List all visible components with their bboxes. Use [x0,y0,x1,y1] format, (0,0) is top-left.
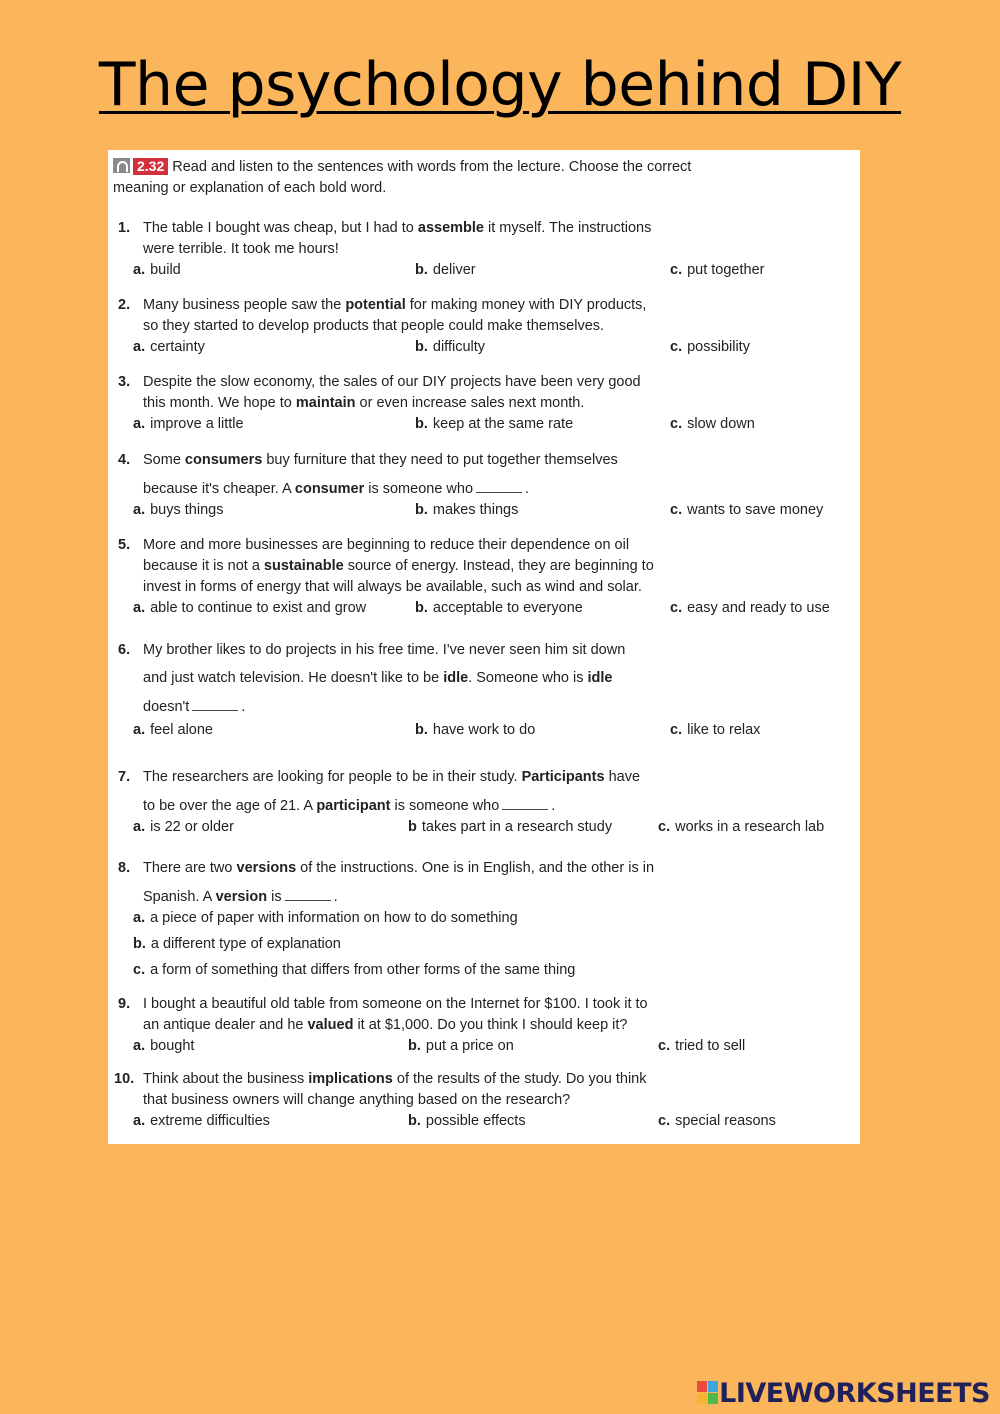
option-text: makes things [432,502,519,518]
option-letter: a. [133,1113,146,1129]
option-text: able to continue to exist and grow [150,600,367,616]
question-text-line: Many business people saw the potential for making money with DIY products, [143,297,647,313]
option-text: buys things [150,502,224,518]
option-text: feel alone [150,722,213,738]
question-text-line: because it is not a sustainable source of energy. Instead, they are beginning to [143,558,654,574]
option-text: like to relax [687,722,761,738]
question-text-line: this month. We hope to maintain or even increase sales next month. [143,395,585,411]
question-text-line: were terrible. It took me hours! [143,241,339,257]
answer-option[interactable] [133,936,341,952]
option-text: bought [150,1038,195,1054]
answer-option[interactable] [133,1113,270,1129]
question-number: 9. [118,996,131,1012]
answer-option[interactable] [133,600,366,616]
question-text-line: There are two versions of the instructions. One is in English, and the other is in [143,860,655,876]
question-text-line: Think about the business implications of the results of the study. Do you think [143,1071,647,1087]
question-text-line: to be over the age of 21. A participant is someone who . [143,798,556,814]
option-text: a piece of paper with information on how to do something [150,910,518,926]
option-letter: b. [133,936,146,952]
option-letter: b. [415,339,428,355]
option-text: a different type of explanation [150,936,341,952]
answer-option[interactable] [133,910,518,926]
option-text: easy and ready to use [687,600,830,616]
option-letter: b. [415,722,428,738]
answer-option[interactable] [133,416,244,432]
answer-blank[interactable] [476,480,522,493]
liveworksheets-logo-icon [697,1381,719,1405]
exercise-sheet [108,150,860,1144]
option-text: possible effects [425,1113,526,1129]
option-letter: c. [658,1038,671,1054]
answer-blank[interactable] [502,797,548,810]
option-text: is 22 or older [150,819,234,835]
answer-blank[interactable] [285,888,331,901]
option-text: special reasons [675,1113,776,1129]
answer-option[interactable] [415,416,573,432]
answer-option[interactable] [670,416,755,432]
option-text: tried to sell [675,1038,746,1054]
question-text-line: Spanish. A version is . [143,889,338,905]
answer-option[interactable] [415,262,476,278]
answer-option[interactable] [133,502,223,518]
option-text: works in a research lab [675,819,825,835]
question-number: 10. [114,1071,135,1087]
option-letter: c. [670,502,683,518]
question-text-line: that business owners will change anything based on the research? [143,1092,571,1108]
option-text: put a price on [425,1038,514,1054]
question-text-line: Some consumers buy furniture that they need to put together themselves [143,452,618,468]
answer-option[interactable] [408,819,612,835]
option-letter: b [408,819,417,835]
question-text-line: Despite the slow economy, the sales of our DIY projects have been very good [143,374,641,390]
question-number: 2. [118,297,131,313]
option-text: keep at the same rate [432,416,574,432]
answer-option[interactable] [415,502,518,518]
audio-icon[interactable] [113,158,130,173]
option-text: have work to do [432,722,536,738]
option-letter: a. [133,339,146,355]
question-text-line: and just watch television. He doesn't like to be idle. Someone who is idle [143,670,613,686]
answer-option[interactable] [670,600,830,616]
option-text: build [150,262,181,278]
option-letter: c. [670,600,683,616]
option-letter: b. [408,1113,421,1129]
question-text-line: More and more businesses are beginning to reduce their dependence on oil [143,537,630,553]
answer-option[interactable] [670,339,750,355]
answer-option[interactable] [133,1038,194,1054]
option-letter: c. [670,339,683,355]
answer-option[interactable] [133,722,213,738]
answer-option[interactable] [408,1113,526,1129]
answer-option[interactable] [415,600,583,616]
question-number: 6. [118,642,131,658]
question-number: 5. [118,537,131,553]
option-text: put together [687,262,765,278]
option-text: certainty [150,339,205,355]
option-letter: a. [133,819,146,835]
answer-option[interactable] [658,1038,745,1054]
answer-option[interactable] [133,962,575,978]
option-text: possibility [687,339,750,355]
option-letter: b. [408,1038,421,1054]
answer-option[interactable] [415,722,535,738]
option-text: takes part in a research study [421,819,613,835]
answer-option[interactable] [133,262,181,278]
option-letter: a. [133,910,146,926]
answer-option[interactable] [658,819,824,835]
option-letter: c. [658,1113,671,1129]
answer-option[interactable] [133,819,234,835]
exercise-header [113,157,713,199]
option-letter: c. [670,262,683,278]
question-text-line: I bought a beautiful old table from someone on the Internet for $100. I took it to [143,996,648,1012]
option-letter: b. [415,262,428,278]
question-text-line: The researchers are looking for people to be in their study. Participants have [143,769,641,785]
answer-option[interactable] [408,1038,514,1054]
answer-option[interactable] [133,339,205,355]
question-number: 7. [118,769,131,785]
answer-option[interactable] [415,339,485,355]
option-letter: b. [415,416,428,432]
option-letter: c. [670,722,683,738]
question-number: 8. [118,860,131,876]
brand-footer: LIVEWORKSHEETS [719,1378,990,1409]
question-number: 3. [118,374,131,390]
instruction-text: Read and listen to the sentences with words from the lecture. Choose the correct meaning or explanation of each bold word. [113,159,692,196]
question-text-line: The table I bought was cheap, but I had to assemble it myself. The instructions [143,220,652,236]
option-letter: a. [133,600,146,616]
answer-option[interactable] [670,502,823,518]
question-text-line: My brother likes to do projects in his free time. I've never seen him sit down [143,642,626,658]
option-letter: a. [133,262,146,278]
option-letter: a. [133,722,146,738]
question-text-line: doesn't . [143,699,246,715]
answer-option[interactable] [658,1113,776,1129]
option-letter: a. [133,1038,146,1054]
question-number: 1. [118,220,131,236]
option-letter: b. [415,600,428,616]
option-text: extreme difficulties [150,1113,270,1129]
option-text: wants to save money [687,502,824,518]
option-text: acceptable to everyone [432,600,583,616]
option-text: improve a little [150,416,244,432]
option-letter: c. [658,819,671,835]
option-letter: c. [670,416,683,432]
option-text: slow down [687,416,755,432]
option-letter: a. [133,416,146,432]
option-letter: b. [415,502,428,518]
question-number: 4. [118,452,131,468]
option-letter: a. [133,502,146,518]
track-number: 2.32 [133,158,168,175]
page-title: The psychology behind DIY [98,50,902,120]
question-text-line: invest in forms of energy that will always be available, such as wind and solar. [143,579,642,595]
answer-blank[interactable] [192,698,238,711]
question-text-line: an antique dealer and he valued it at $1,000. Do you think I should keep it? [143,1017,628,1033]
question-text-line: so they started to develop products that people could make themselves. [143,318,605,334]
question-text-line: because it's cheaper. A consumer is someone who . [143,481,530,497]
answer-option[interactable] [670,722,760,738]
option-text: a form of something that differs from other forms of the same thing [150,962,576,978]
option-text: difficulty [432,339,486,355]
option-letter: c. [133,962,146,978]
option-text: deliver [432,262,476,278]
answer-option[interactable] [670,262,765,278]
